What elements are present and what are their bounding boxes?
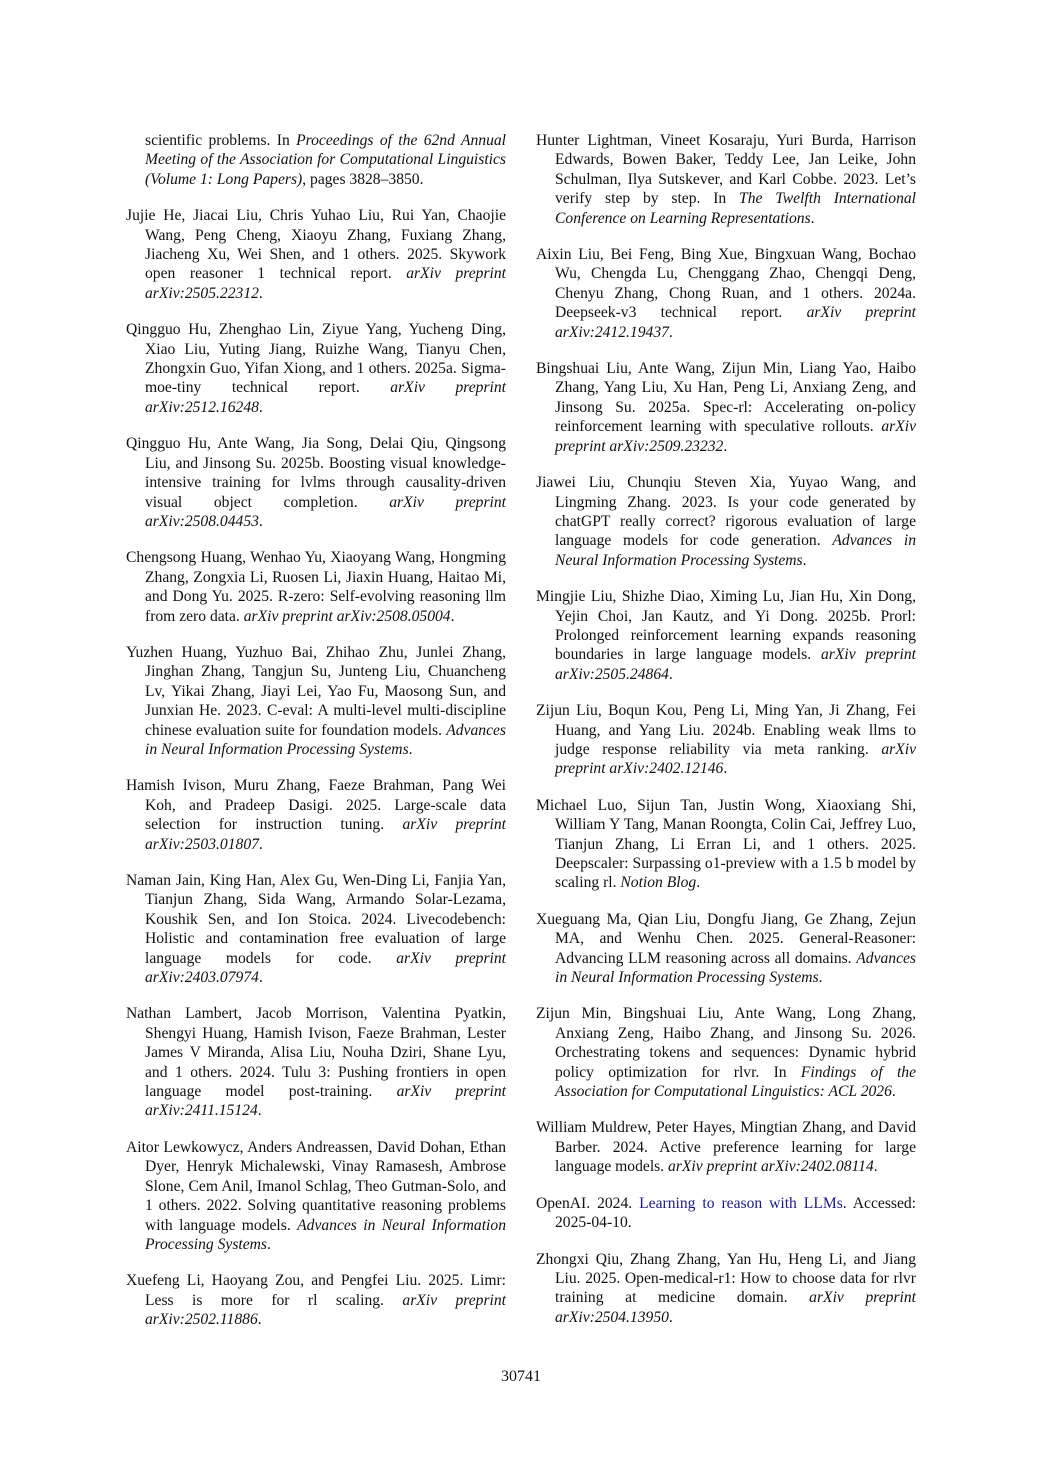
reference-entry: Bingshuai Liu, Ante Wang, Zijun Min, Liang Yao, Haibo Zhang, Yang Liu, Xu Han, Peng Li, Anxiang Zeng, and Jinsong Su. 2025a. Spec-rl: Accelerating on-policy reinforcement learning with speculative rollouts. arXiv preprint arXiv:2509.23232. — [536, 360, 916, 455]
reference-entry: Aitor Lewkowycz, Anders Andreassen, David Dohan, Ethan Dyer, Henryk Michalewski, Vinay Ramasesh, Ambrose Slone, Cem Anil, Imanol Schlag, Theo Gutman-Solo, and 1 others. 2022. Solving quantitative reasoning problems with language models. Advances in Neural Information Processing Systems. — [126, 1138, 506, 1253]
reference-entry: Nathan Lambert, Jacob Morrison, Valentina Pyatkin, Shengyi Huang, Hamish Ivison, Faeze Brahman, Lester James V Miranda, Alisa Liu, Nouha Dziri, Shane Lyu, and 1 others. 2024. Tulu 3: Pushing frontiers in open language model post-training. arXiv preprint arXiv:2411.15124. — [126, 1005, 506, 1120]
references-left-column — [126, 131, 506, 1347]
reference-entry: OpenAI. 2024. Learning to reason with LLMs. Accessed: 2025-04-10. — [536, 1194, 917, 1232]
reference-link[interactable]: Learning to reason with LLMs — [639, 1194, 843, 1212]
reference-entry: Jujie He, Jiacai Liu, Chris Yuhao Liu, Rui Yan, Chaojie Wang, Peng Cheng, Xiaoyu Zhang, Fuxiang Zhang, Jiacheng Xu, Wei Shen, and 1 others. 2025. Skywork open reasoner 1 technical report. arXiv preprint arXiv:2505.22312. — [126, 207, 506, 302]
reference-entry: Jiawei Liu, Chunqiu Steven Xia, Yuyao Wang, and Lingming Zhang. 2023. Is your code generated by chatGPT really correct? rigorous evaluation of large language models for code generation. Advances in Neural Information Processing Systems. — [536, 474, 916, 569]
reference-entry: Xuefeng Li, Haoyang Zou, and Pengfei Liu. 2025. Limr: Less is more for rl scaling. arXiv preprint arXiv:2502.11886. — [126, 1272, 506, 1329]
reference-entry: Xueguang Ma, Qian Liu, Dongfu Jiang, Ge Zhang, Zejun MA, and Wenhu Chen. 2025. General-Reasoner: Advancing LLM reasoning across all domains. Advances in Neural Information Processing Systems. — [536, 910, 916, 987]
reference-entry: Zijun Liu, Boqun Kou, Peng Li, Ming Yan, Ji Zhang, Fei Huang, and Yang Liu. 2024b. Enabling weak llms to judge response reliability via meta ranking. arXiv preprint arXiv:2402.12146. — [536, 702, 916, 778]
reference-entry: Hunter Lightman, Vineet Kosaraju, Yuri Burda, Harrison Edwards, Bowen Baker, Teddy Lee, Jan Leike, John Schulman, Ilya Sutskever, and Karl Cobbe. 2023. Let’s verify step by step. In The Twelfth International Conference on Learning Representations. — [536, 132, 916, 227]
reference-entry: Yuzhen Huang, Yuzhuo Bai, Zhihao Zhu, Junlei Zhang, Jinghan Zhang, Tangjun Su, Junteng Liu, Chuancheng Lv, Yikai Zhang, Jiayi Lei, Yao Fu, Maosong Sun, and Junxian He. 2023. C-eval: A multi-level multi-discipline chinese evaluation suite for foundation models. Advances in Neural Information Processing Systems. — [126, 643, 506, 758]
reference-entry: Qingguo Hu, Zhenghao Lin, Ziyue Yang, Yucheng Ding, Xiao Liu, Yuting Jiang, Ruizhe Wang, Tianyu Chen, Zhongxin Guo, Yifan Xiong, and 1 others. 2025a. Sigma-moe-tiny technical report. arXiv preprint arXiv:2512.16248. — [126, 321, 507, 416]
reference-entry: Aixin Liu, Bei Feng, Bing Xue, Bingxuan Wang, Bochao Wu, Chengda Lu, Chenggang Zhao, Chengqi Deng, Chenyu Zhang, Chong Ruan, and 1 others. 2024a. Deepseek-v3 technical report. arXiv preprint arXiv:2412.19437. — [536, 246, 917, 341]
reference-entry: scientific problems. In Proceedings of the 62nd Annual Meeting of the Association for Computational Linguistics (Volume 1: Long Papers), pages 3828–3850. — [145, 132, 507, 188]
reference-entry: Michael Luo, Sijun Tan, Justin Wong, Xiaoxiang Shi, William Y Tang, Manan Roongta, Colin Cai, Jeffrey Luo, Tianjun Zhang, Li Erran Li, and 1 others. 2025. Deepscaler: Surpassing o1-preview with a 1.5 b model by scaling rl. Notion Blog. — [536, 796, 916, 892]
reference-entry: Mingjie Liu, Shizhe Diao, Ximing Lu, Jian Hu, Xin Dong, Yejin Choi, Jan Kautz, and Yi Dong. 2025b. Prorl: Prolonged reinforcement learning expands reasoning boundaries in large language models. arXiv preprint arXiv:2505.24864. — [536, 588, 917, 683]
reference-entry: Zijun Min, Bingshuai Liu, Ante Wang, Long Zhang, Anxiang Zeng, Haibo Zhang, and Jinsong Su. 2026. Orchestrating tokens and sequences: Dynamic hybrid policy optimization for rlvr. In Findings of the Association for Computational Linguistics: ACL 2026. — [536, 1005, 916, 1101]
reference-entry: Chengsong Huang, Wenhao Yu, Xiaoyang Wang, Hongming Zhang, Zongxia Li, Ruosen Li, Jiaxin Huang, Haitao Mi, and Dong Yu. 2025. R-zero: Self-evolving reasoning llm from zero data. arXiv preprint arXiv:2508.05004. — [126, 549, 506, 625]
page-number: 30741 — [501, 1368, 541, 1385]
reference-entry: William Muldrew, Peter Hayes, Mingtian Zhang, and David Barber. 2024. Active preference learning for large language models. arXiv preprint arXiv:2402.08114. — [536, 1119, 916, 1176]
reference-entry: Naman Jain, King Han, Alex Gu, Wen-Ding Li, Fanjia Yan, Tianjun Zhang, Sida Wang, Armando Solar-Lezama, Koushik Sen, and Ion Stoica. 2024. Livecodebench: Holistic and contamination free evaluation of large language models for code. arXiv preprint arXiv:2403.07974. — [126, 872, 506, 987]
reference-entry: Zhongxi Qiu, Zhang Zhang, Yan Hu, Heng Li, and Jiang Liu. 2025. Open-medical-r1: How to choose data for rlvr training at medicine domain. arXiv preprint arXiv:2504.13950. — [536, 1250, 916, 1326]
reference-entry: Hamish Ivison, Muru Zhang, Faeze Brahman, Pang Wei Koh, and Pradeep Dasigi. 2025. Large-scale data selection for instruction tuning. arXiv preprint arXiv:2503.01807. — [126, 777, 506, 853]
references-right-column — [536, 131, 916, 1344]
reference-entry: Qingguo Hu, Ante Wang, Jia Song, Delai Qiu, Qingsong Liu, and Jinsong Su. 2025b. Boosting visual knowledge-intensive training for lvlms through causality-driven visual object completion. arXiv preprint arXiv:2508.04453. — [126, 435, 506, 530]
